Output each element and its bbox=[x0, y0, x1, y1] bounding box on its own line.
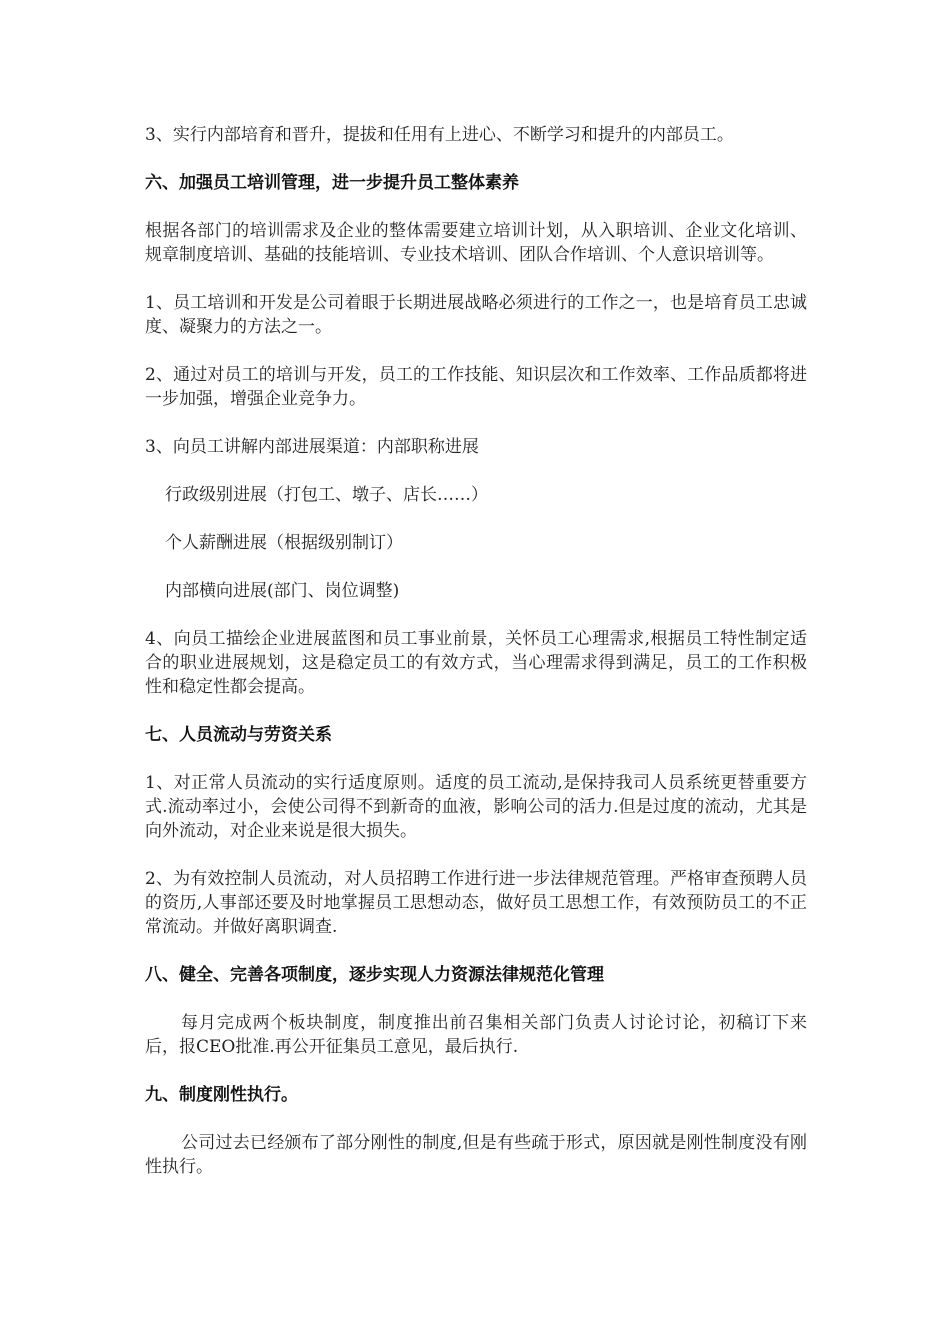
paragraph-enforcement: 公司过去已经颁布了部分刚性的制度,但是有些疏于形式，原因就是刚性制度没有刚性执行。 bbox=[145, 1133, 807, 1177]
paragraph-turnover-item-2: 2、为有效控制人员流动，对人员招聘工作进行进一步法律规范管理。严格审查预聘人员的资历,人事部还要及时地掌握员工思想动态，做好员工思想工作，有效预防员工的不正常流动。并做好离职调查. bbox=[145, 869, 807, 937]
section-heading-turnover: 七、人员流动与劳资关系 bbox=[145, 725, 332, 745]
paragraph-regulations: 每月完成两个板块制度，制度推出前召集相关部门负责人讨论讨论，初稿订下来后，报CEO批准.再公开征集员工意见，最后执行. bbox=[145, 1013, 807, 1057]
paragraph-turnover-item-1: 1、对正常人员流动的实行适度原则。适度的员工流动,是保持我司人员系统更替重要方式.流动率过小，会使公司得不到新奇的血液，影响公司的活力.但是过度的流动，尤其是向外流动，对企业来说是很大损失。 bbox=[145, 773, 807, 841]
paragraph-internal-promotion: 3、实行内部培育和晋升，提拔和任用有上进心、不断学习和提升的内部员工。 bbox=[145, 125, 734, 145]
paragraph-training-item-4: 4、向员工描绘企业进展蓝图和员工事业前景，关怀员工心理需求,根据员工特性制定适合的职业进展规划，这是稳定员工的有效方式，当心理需求得到满足，员工的工作积极性和稳定性都会提高。 bbox=[145, 629, 807, 697]
section-heading-regulations: 八、健全、完善各项制度，逐步实现人力资源法律规范化管理 bbox=[145, 965, 604, 985]
document-body bbox=[145, 123, 807, 1203]
paragraph-lateral-move: 内部横向进展(部门、岗位调整) bbox=[165, 581, 400, 601]
section-heading-enforcement: 九、制度刚性执行。 bbox=[145, 1085, 298, 1105]
paragraph-admin-level: 行政级别进展（打包工、墩子、店长……） bbox=[165, 485, 488, 505]
paragraph-training-item-1: 1、员工培训和开发是公司着眼于长期进展战略必须进行的工作之一，也是培育员工忠诚度、凝聚力的方法之一。 bbox=[145, 293, 807, 337]
paragraph-training-item-3: 3、向员工讲解内部进展渠道：内部职称进展 bbox=[145, 437, 479, 457]
paragraph-training-plan: 根据各部门的培训需求及企业的整体需要建立培训计划，从入职培训、企业文化培训、规章制度培训、基础的技能培训、专业技术培训、团队合作培训、个人意识培训等。 bbox=[145, 221, 807, 265]
section-heading-training: 六、加强员工培训管理，进一步提升员工整体素养 bbox=[145, 173, 519, 193]
paragraph-salary-level: 个人薪酬进展（根据级别制订） bbox=[165, 533, 403, 553]
paragraph-training-item-2: 2、通过对员工的培训与开发，员工的工作技能、知识层次和工作效率、工作品质都将进一步加强，增强企业竞争力。 bbox=[145, 365, 807, 409]
